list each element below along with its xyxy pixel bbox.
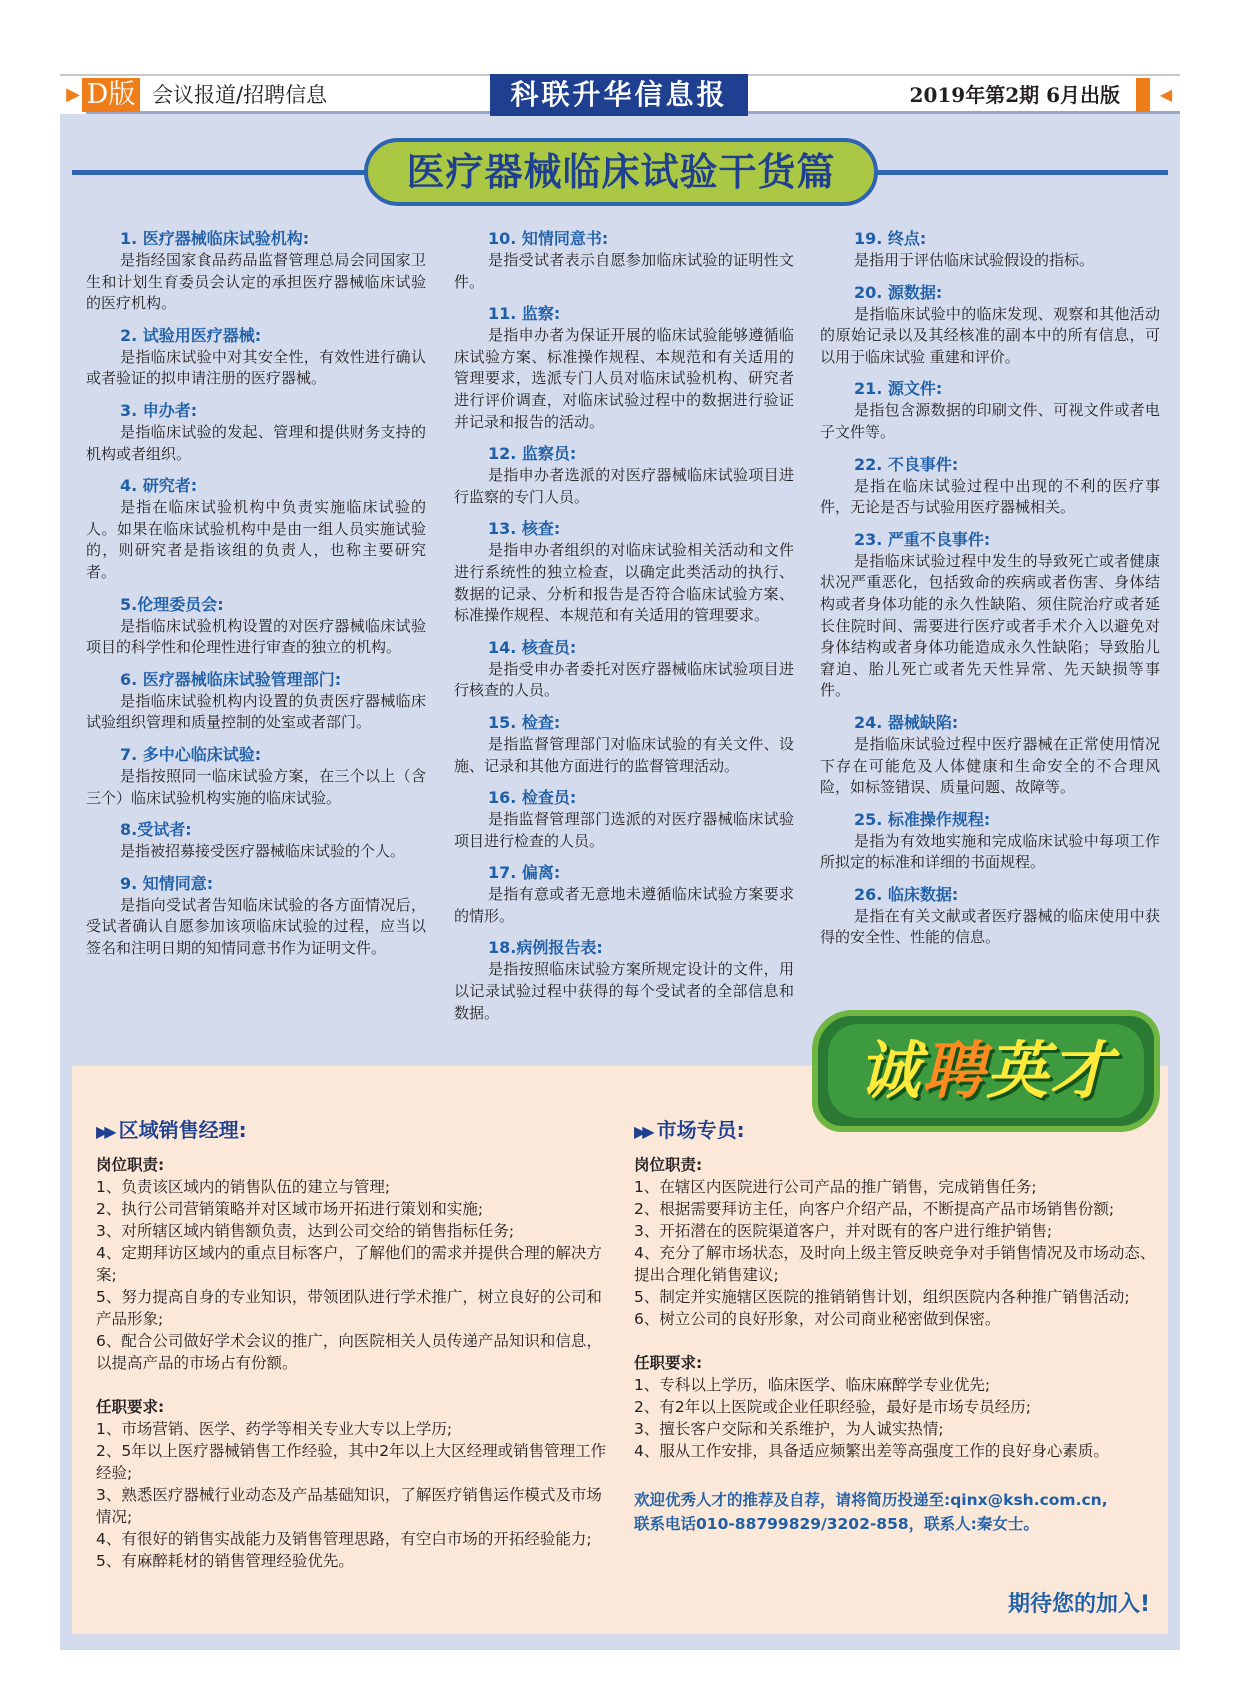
list-item: 4、定期拜访区域内的重点目标客户，了解他们的需求并提供合理的解决方案; bbox=[96, 1244, 602, 1284]
requirements-list bbox=[96, 1418, 616, 1572]
list-item: 6、配合公司做好学术会议的推广，向医院相关人员传递产品知识和信息，以提高产品的市场占有份额。 bbox=[96, 1332, 602, 1372]
term-heading: 24. 器械缺陷: bbox=[854, 712, 959, 732]
job-title bbox=[634, 1116, 1164, 1146]
term-entry bbox=[86, 475, 426, 583]
term-definition: 是指监督管理部门选派的对医疗器械临床试验项目进行检查的人员。 bbox=[454, 810, 794, 850]
term-heading: 25. 标准操作规程: bbox=[854, 809, 991, 829]
term-heading: 8.受试者: bbox=[120, 820, 192, 840]
recruit-logo bbox=[812, 1010, 1160, 1132]
double-arrow-icon: ▶▶ bbox=[634, 1122, 651, 1141]
term-entry bbox=[454, 712, 794, 777]
contact-info bbox=[634, 1488, 1164, 1536]
term-heading: 20. 源数据: bbox=[854, 282, 943, 302]
term-definition: 是指用于评估临床试验假设的指标。 bbox=[854, 251, 1095, 269]
term-heading: 22. 不良事件: bbox=[854, 454, 959, 474]
term-heading: 6. 医疗器械临床试验管理部门: bbox=[120, 669, 342, 689]
term-definition: 是指被招募接受医疗器械临床试验的个人。 bbox=[120, 842, 406, 861]
list-item: 2、执行公司营销策略并对区域市场开拓进行策划和实施; bbox=[96, 1200, 484, 1218]
term-definition: 是指按照临床试验方案所规定设计的文件，用以记录试验过程中获得的每个受试者的全部信息和数据。 bbox=[454, 960, 794, 1022]
term-heading: 1. 医疗器械临床试验机构: bbox=[120, 229, 310, 248]
term-heading: 21. 源文件: bbox=[854, 379, 943, 399]
list-item: 5、努力提高自身的专业知识，带领团队进行学术推广，树立良好的公司和产品形象; bbox=[96, 1288, 602, 1328]
term-definition: 是指临床试验中的临床发现、观察和其他活动的原始记录以及其经核准的副本中的所有信息，可以用于临床试验 重建和评价。 bbox=[820, 304, 1160, 366]
list-item: 3、开拓潜在的医院渠道客户，并对既有的客户进行维护销售; bbox=[634, 1222, 1053, 1240]
term-heading: 16. 检查员: bbox=[488, 788, 577, 808]
term-heading: 12. 监察员: bbox=[488, 444, 577, 464]
logo-char-3: 英才 bbox=[986, 1034, 1115, 1107]
orange-bar bbox=[1136, 78, 1150, 112]
term-heading: 5.伦理委员会: bbox=[120, 594, 224, 614]
term-definition: 是指临床试验的发起、管理和提供财务支持的机构或者组织。 bbox=[86, 422, 426, 463]
terms-column-3 bbox=[820, 228, 1160, 959]
list-item: 1、市场营销、医学、药学等相关专业大专以上学历; bbox=[96, 1420, 453, 1438]
term-entry bbox=[86, 325, 426, 390]
logo-char-1: 诚 bbox=[857, 1034, 922, 1107]
job-title-text: 市场专员: bbox=[656, 1118, 745, 1142]
list-item: 4、充分了解市场状态，及时向上级主管反映竞争对手销售情况及市场动态、提出合理化销售建议; bbox=[634, 1244, 1156, 1284]
term-definition: 是指向受试者告知临床试验的各方面情况后，受试者确认自愿参加该项临床试验的过程，应当以签名和注明日期的知情同意书作为证明文件。 bbox=[86, 895, 426, 957]
term-heading: 14. 核查员: bbox=[488, 637, 577, 657]
job-title-text: 区域销售经理: bbox=[118, 1118, 247, 1142]
term-entry bbox=[454, 787, 794, 852]
job-marketing-specialist bbox=[634, 1116, 1164, 1536]
term-entry bbox=[820, 282, 1160, 369]
term-definition: 是指临床试验过程中医疗器械在正常使用情况下存在可能危及人体健康和生命安全的不合理风险，如标签错误、质量问题、故障等。 bbox=[820, 734, 1160, 797]
term-entry bbox=[820, 884, 1160, 949]
term-entry bbox=[820, 809, 1160, 874]
term-entry bbox=[86, 744, 426, 809]
term-entry bbox=[820, 712, 1160, 799]
term-heading: 4. 研究者: bbox=[120, 476, 198, 496]
duties-list bbox=[634, 1176, 1164, 1330]
term-entry bbox=[454, 637, 794, 702]
term-entry bbox=[86, 669, 426, 734]
term-definition: 是指临床试验过程中发生的导致死亡或者健康状况严重恶化，包括致命的疾病或者伤害、身体结构或者身体功能的永久性缺陷、须住院治疗或者延长住院时间、需要进行医疗或者手术介入以避免对身体结构或者身体功能造成永久性缺陷；导致胎儿窘迫、胎儿死亡或者先天性异常、先天缺损等事件。 bbox=[820, 551, 1160, 700]
term-entry bbox=[86, 819, 426, 863]
term-entry bbox=[454, 937, 794, 1024]
term-heading: 18.病例报告表: bbox=[488, 938, 603, 958]
term-definition: 是指临床试验机构设置的对医疗器械临床试验项目的科学性和伦理性进行审查的独立的机构。 bbox=[86, 616, 426, 657]
requirements-heading: 任职要求: bbox=[634, 1354, 703, 1372]
contact-email[interactable]: 欢迎优秀人才的推荐及自荐，请将简历投递至:qinx@ksh.com.cn, bbox=[634, 1491, 1108, 1509]
term-heading: 19. 终点: bbox=[854, 229, 927, 248]
term-entry bbox=[454, 303, 794, 433]
term-heading: 7. 多中心临床试验: bbox=[120, 744, 262, 764]
term-definition: 是指为有效地实施和完成临床试验中每项工作所拟定的标准和详细的书面规程。 bbox=[820, 831, 1160, 872]
requirements-list bbox=[634, 1374, 1164, 1462]
edition-badge: D版 bbox=[82, 78, 140, 112]
list-item: 3、擅长客户交际和关系维护，为人诚实热情; bbox=[634, 1420, 944, 1438]
term-definition: 是指受试者表示自愿参加临床试验的证明性文件。 bbox=[454, 251, 794, 291]
term-definition: 是指申办者选派的对医疗器械临床试验项目进行监察的专门人员。 bbox=[454, 466, 794, 506]
list-item: 1、负责该区域内的销售队伍的建立与管理; bbox=[96, 1178, 391, 1196]
term-definition: 是指按照同一临床试验方案，在三个以上（含三个）临床试验机构实施的临床试验。 bbox=[86, 766, 426, 807]
term-definition: 是指临床试验中对其安全性，有效性进行确认或者验证的拟申请注册的医疗器械。 bbox=[86, 347, 426, 388]
term-definition: 是指在临床试验过程中出现的不利的医疗事件，无论是否与试验用医疗器械相关。 bbox=[820, 476, 1160, 517]
term-entry bbox=[454, 228, 794, 293]
term-entry bbox=[86, 594, 426, 659]
term-definition: 是指在有关文献或者医疗器械的临床使用中获得的安全性、性能的信息。 bbox=[820, 906, 1160, 947]
masthead: 科联升华信息报 bbox=[490, 74, 748, 116]
term-entry bbox=[820, 529, 1160, 702]
term-heading: 26. 临床数据: bbox=[854, 884, 959, 904]
list-item: 5、制定并实施辖区医院的推销销售计划，组织医院内各种推广销售活动; bbox=[634, 1288, 1130, 1306]
join-us-text: 期待您的加入! bbox=[1007, 1592, 1150, 1617]
list-item: 6、树立公司的良好形象，对公司商业秘密做到保密。 bbox=[634, 1310, 1001, 1328]
terms-column-1 bbox=[86, 228, 426, 969]
job-title bbox=[96, 1116, 616, 1146]
issue-date: 2019年第2期 6月出版 bbox=[909, 83, 1120, 107]
terms-column-2 bbox=[454, 228, 794, 1034]
list-item: 1、在辖区内医院进行公司产品的推广销售，完成销售任务; bbox=[634, 1178, 1037, 1196]
term-heading: 15. 检查: bbox=[488, 712, 561, 732]
list-item: 2、有2年以上医院或企业任职经验，最好是市场专员经历; bbox=[634, 1398, 1031, 1416]
term-entry bbox=[454, 443, 794, 508]
contact-phone: 联系电话010-88799829/3202-858，联系人:秦女士。 bbox=[634, 1515, 1039, 1533]
section-label: 会议报道/招聘信息 bbox=[152, 83, 328, 107]
double-arrow-icon: ▶▶ bbox=[96, 1122, 113, 1141]
term-definition: 是指在临床试验机构中负责实施临床试验的人。如果在临床试验机构中是由一组人员实施试验的，则研究者是指该组的负责人，也称主要研究者。 bbox=[86, 498, 426, 581]
term-entry bbox=[86, 873, 426, 960]
list-item: 4、服从工作安排，具备适应频繁出差等高强度工作的良好身心素质。 bbox=[634, 1442, 1109, 1460]
term-definition: 是指有意或者无意地未遵循临床试验方案要求的情形。 bbox=[454, 885, 794, 925]
title-banner bbox=[364, 138, 878, 206]
page-title: 医疗器械临床试验干货篇 bbox=[406, 149, 836, 194]
list-item: 4、有很好的销售实战能力及销售管理思路，有空白市场的开拓经验能力; bbox=[96, 1530, 592, 1548]
term-definition: 是指申办者为保证开展的临床试验能够遵循临床试验方案、标准操作规程、本规范和有关适用的管理要求，选派专门人员对临床试验机构、研究者进行评价调查，对临床试验过程中的数据进行验证并记录和报告的活动。 bbox=[454, 326, 794, 431]
term-definition: 是指受申办者委托对医疗器械临床试验项目进行核查的人员。 bbox=[454, 659, 794, 700]
term-entry bbox=[86, 400, 426, 465]
term-heading: 9. 知情同意: bbox=[120, 873, 214, 893]
term-entry bbox=[454, 862, 794, 927]
list-item: 5、有麻醉耗材的销售管理经验优先。 bbox=[96, 1552, 354, 1570]
list-item: 2、5年以上医疗器械销售工作经验，其中2年以上大区经理或销售管理工作经验; bbox=[96, 1442, 607, 1482]
term-heading: 13. 核查: bbox=[488, 519, 561, 539]
list-item: 3、熟悉医疗器械行业动态及产品基础知识，了解医疗销售运作模式及市场情况; bbox=[96, 1486, 602, 1526]
logo-char-2: 聘 bbox=[921, 1034, 986, 1107]
term-entry bbox=[454, 518, 794, 626]
term-heading: 23. 严重不良事件: bbox=[854, 529, 991, 549]
duties-heading: 岗位职责: bbox=[96, 1156, 165, 1174]
list-item: 3、对所辖区域内销售额负责，达到公司交给的销售指标任务; bbox=[96, 1222, 515, 1240]
list-item: 2、根据需要拜访主任，向客户介绍产品，不断提高产品市场销售份额; bbox=[634, 1200, 1115, 1218]
term-definition: 是指包含源数据的印刷文件、可视文件或者电子文件等。 bbox=[820, 401, 1160, 441]
logo-text bbox=[818, 1026, 1154, 1116]
term-definition: 是指经国家食品药品监督管理总局会同国家卫生和计划生育委员会认定的承担医疗器械临床试验的医疗机构。 bbox=[86, 251, 426, 313]
term-definition: 是指监督管理部门对临床试验的有关文件、设施、记录和其他方面进行的监督管理活动。 bbox=[454, 734, 794, 775]
term-heading: 3. 申办者: bbox=[120, 400, 198, 420]
duties-heading: 岗位职责: bbox=[634, 1156, 703, 1174]
term-entry bbox=[820, 228, 1160, 272]
job-regional-sales-manager bbox=[96, 1116, 616, 1572]
requirements-heading: 任职要求: bbox=[96, 1398, 165, 1416]
term-definition: 是指临床试验机构内设置的负责医疗器械临床试验组织管理和质量控制的处室或者部门。 bbox=[86, 691, 426, 732]
list-item: 1、专科以上学历，临床医学、临床麻醉学专业优先; bbox=[634, 1376, 991, 1394]
term-entry bbox=[86, 228, 426, 315]
term-heading: 10. 知情同意书: bbox=[488, 229, 609, 248]
left-arrow-icon: ▶ bbox=[60, 76, 86, 114]
term-heading: 17. 偏离: bbox=[488, 863, 561, 883]
page-header bbox=[60, 74, 1180, 114]
term-heading: 2. 试验用医疗器械: bbox=[120, 325, 262, 345]
duties-list bbox=[96, 1176, 616, 1374]
right-arrow-icon: ◀ bbox=[1159, 85, 1173, 104]
term-definition: 是指申办者组织的对临床试验相关活动和文件进行系统性的独立检查，以确定此类活动的执行、数据的记录、分析和报告是否符合临床试验方案、标准操作规程、本规范和有关适用的管理要求。 bbox=[454, 541, 794, 625]
term-entry bbox=[820, 454, 1160, 519]
term-heading: 11. 监察: bbox=[488, 304, 561, 324]
term-entry bbox=[820, 378, 1160, 443]
